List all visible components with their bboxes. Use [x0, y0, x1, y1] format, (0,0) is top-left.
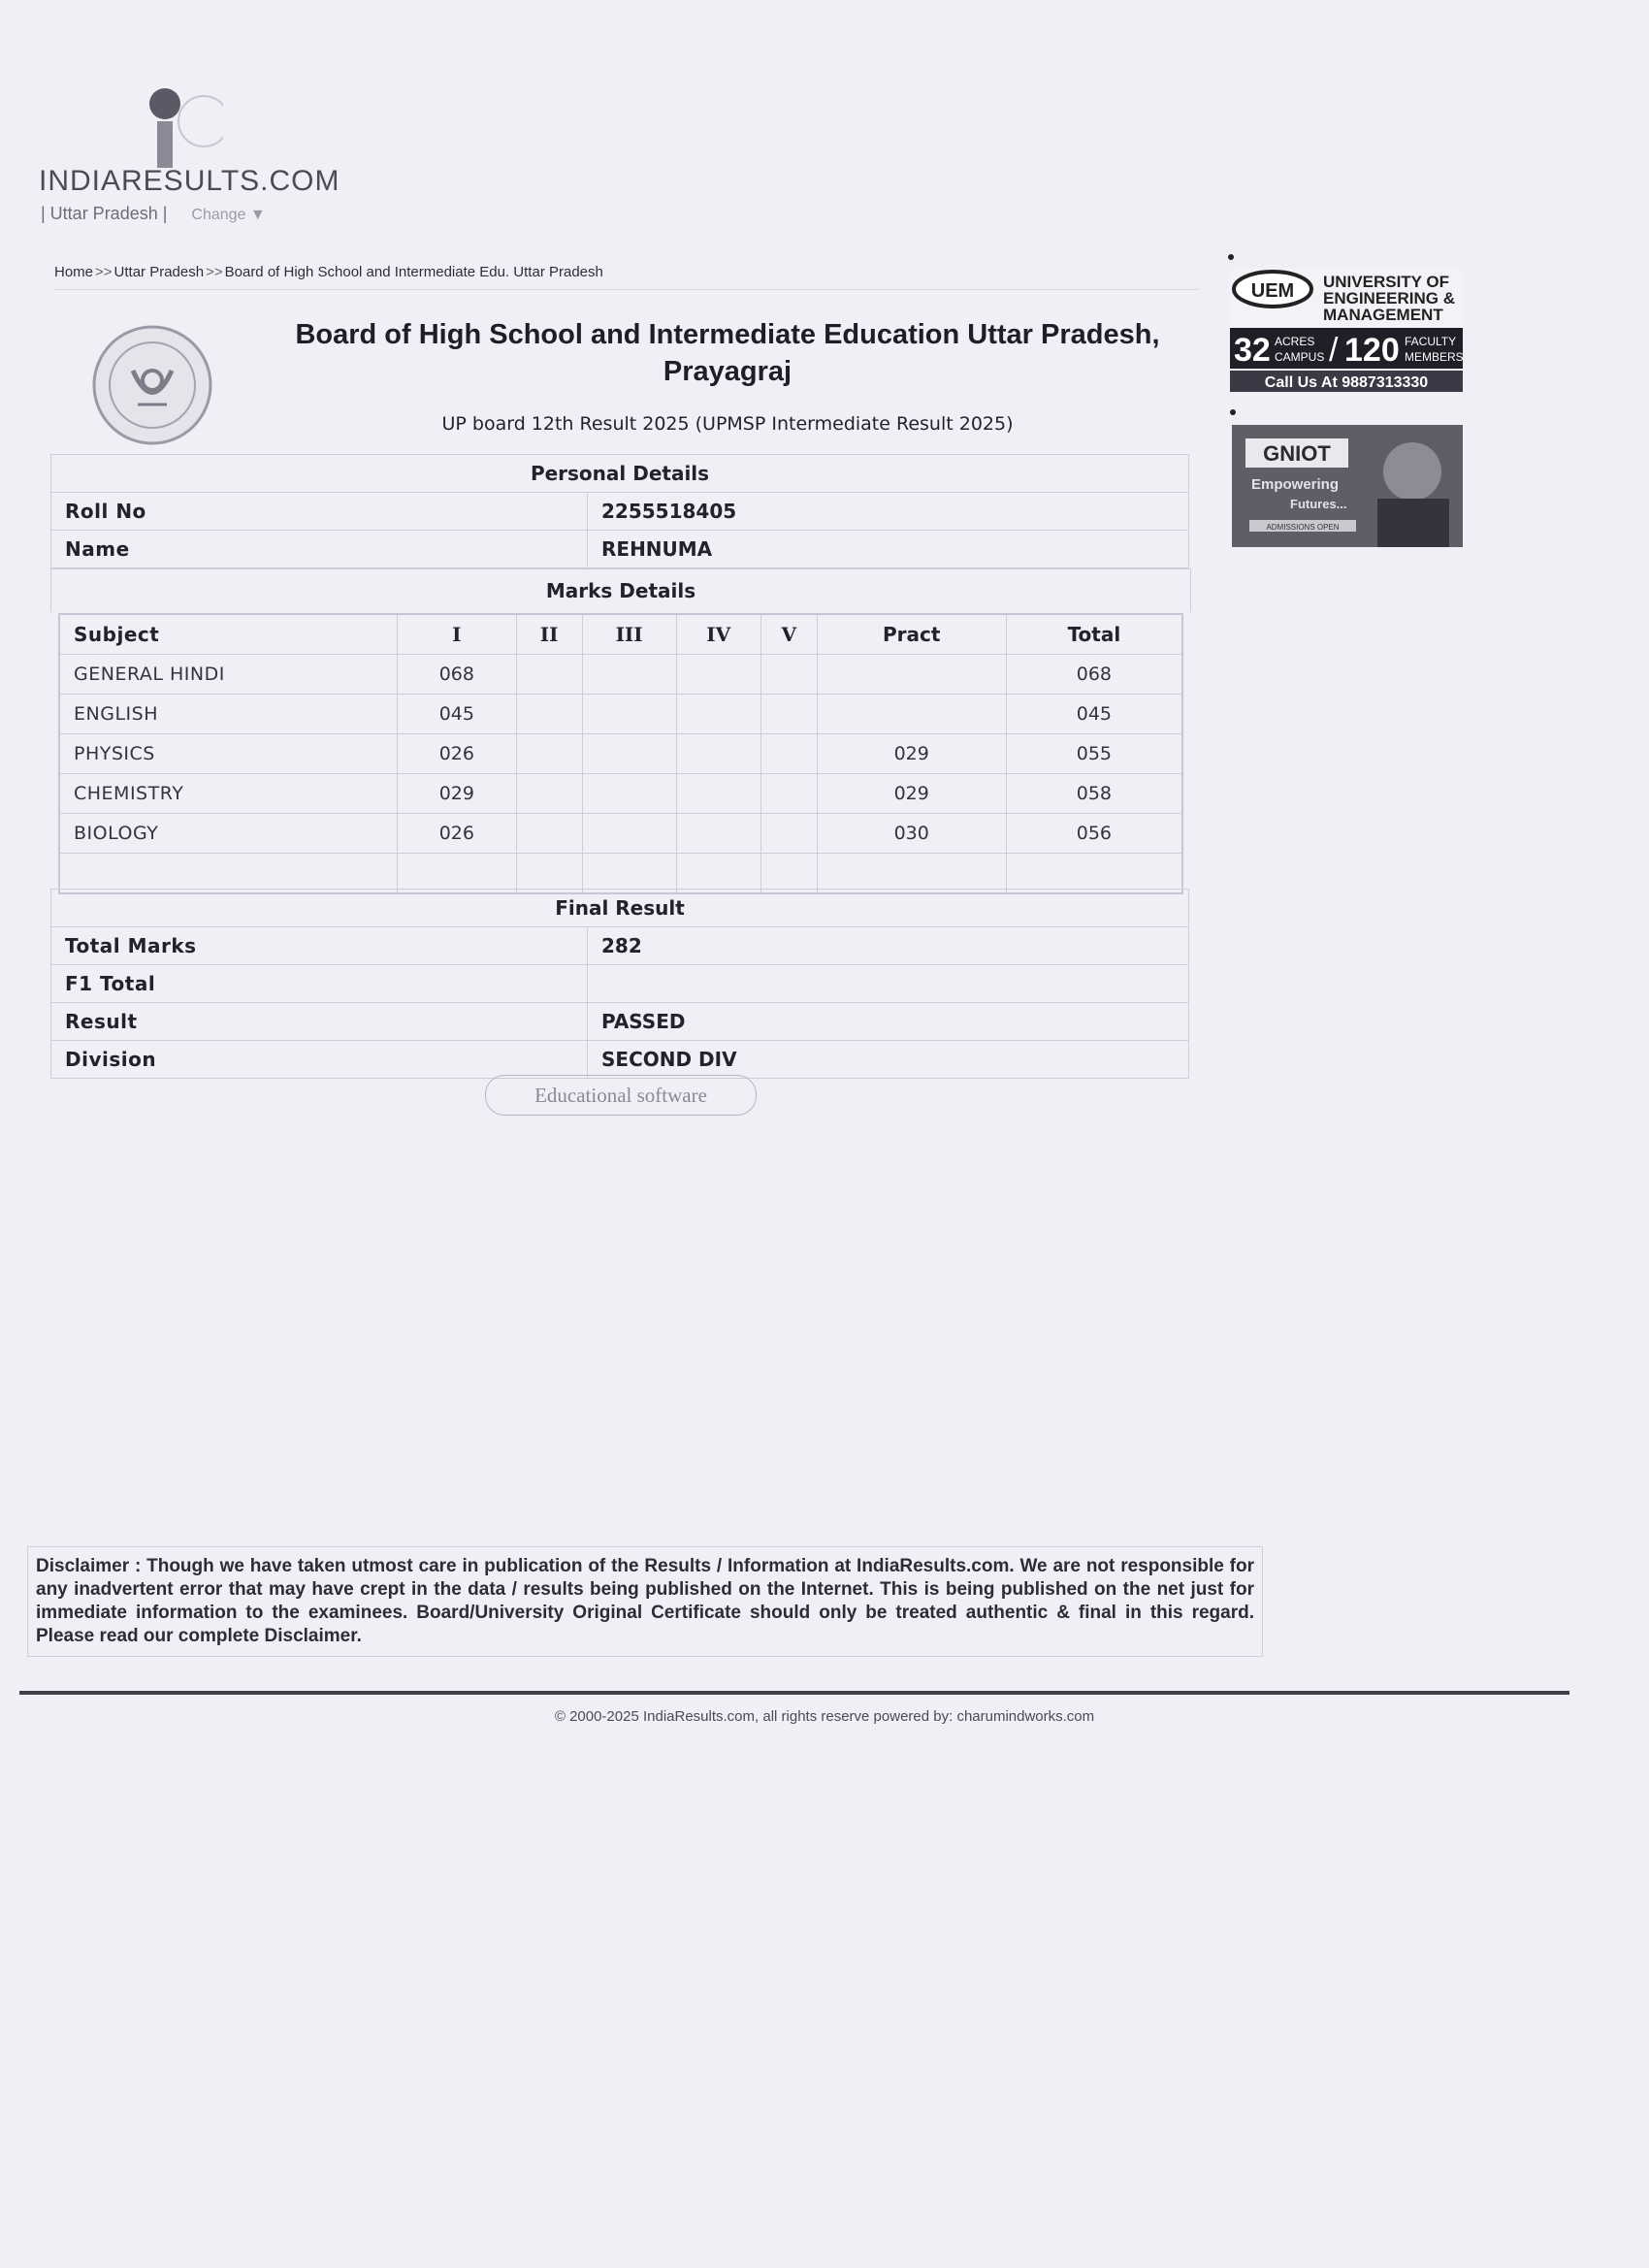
india-results-logo-icon — [136, 82, 223, 170]
mark-cell — [516, 695, 582, 734]
uem-line-3: MANAGEMENT — [1323, 306, 1443, 324]
division-row — [51, 1041, 1189, 1079]
column-header: Subject — [59, 614, 398, 655]
marks-row — [59, 814, 1182, 854]
mark-cell — [817, 854, 1006, 894]
subject-cell — [59, 854, 398, 894]
column-header: I — [398, 614, 517, 655]
uem-call-text: Call Us At 9887313330 — [1264, 374, 1429, 391]
subject-cell: ENGLISH — [59, 695, 398, 734]
division-value: SECOND DIV — [588, 1041, 1189, 1079]
total-marks-value: 282 — [588, 927, 1189, 965]
gniot-admissions-text: ADMISSIONS OPEN — [1266, 523, 1340, 532]
mark-cell: 045 — [1006, 695, 1182, 734]
mark-cell: 068 — [398, 655, 517, 695]
disclaimer-link[interactable]: Disclaimer. — [264, 1626, 362, 1646]
mark-cell: 030 — [817, 814, 1006, 854]
uem-advertisement[interactable] — [1230, 268, 1463, 392]
site-logo[interactable] — [39, 78, 340, 197]
marks-table — [58, 613, 1183, 894]
gniot-tagline-2: Futures... — [1290, 497, 1347, 511]
mark-cell — [676, 774, 760, 814]
mark-cell: 045 — [398, 695, 517, 734]
name-row — [51, 531, 1189, 568]
state-label: | Uttar Pradesh | — [41, 204, 168, 223]
result-value: PASSED — [588, 1003, 1189, 1041]
marks-empty-row — [59, 854, 1182, 894]
mark-cell: 068 — [1006, 655, 1182, 695]
personal-details-heading: Personal Details — [51, 455, 1189, 493]
f1-total-label: F1 Total — [51, 965, 588, 1003]
marks-row — [59, 695, 1182, 734]
mark-cell: 029 — [398, 774, 517, 814]
column-header: III — [582, 614, 676, 655]
result-label: Result — [51, 1003, 588, 1041]
final-result-table — [50, 889, 1189, 1079]
uem-campus-label: CAMPUS — [1275, 350, 1325, 364]
f1-total-row — [51, 965, 1189, 1003]
footer-divider — [19, 1691, 1569, 1695]
ad-bullet — [1228, 254, 1234, 260]
total-marks-row — [51, 927, 1189, 965]
breadcrumb-separator: >> — [206, 264, 223, 280]
copyright-text: © 2000-2025 IndiaResults.com, all rights reserve powered by: charumindworks.com — [554, 1708, 1095, 1725]
uem-faculty-label: FACULTY — [1405, 335, 1457, 348]
mark-cell — [676, 734, 760, 774]
name-value: REHNUMA — [588, 531, 1189, 568]
subject-cell: BIOLOGY — [59, 814, 398, 854]
mark-cell — [582, 774, 676, 814]
uem-banner — [1230, 268, 1463, 392]
roll-label: Roll No — [51, 493, 588, 531]
mark-cell: 026 — [398, 814, 517, 854]
mark-cell — [582, 854, 676, 894]
mark-cell: 058 — [1006, 774, 1182, 814]
title-line-2: Prayagraj — [663, 356, 792, 387]
title-line-1: Board of High School and Intermediate Education Uttar Pradesh, — [295, 319, 1160, 350]
marks-details-heading: Marks Details — [50, 568, 1191, 612]
subject-cell: GENERAL HINDI — [59, 655, 398, 695]
mark-cell — [516, 734, 582, 774]
educational-software-badge: Educational software — [485, 1075, 757, 1116]
name-label: Name — [51, 531, 588, 568]
personal-details-table — [50, 454, 1189, 568]
subject-cell: CHEMISTRY — [59, 774, 398, 814]
breadcrumb-state[interactable]: Uttar Pradesh — [113, 264, 205, 280]
disclaimer-text: Disclaimer : Though we have taken utmost care in publication of the Results / Information at IndiaResults.com. We are not responsible for any inadvertent error that may have crept in the data / results being published on the Internet. This is being published on the net just for immediate information to the examinees. Board/University Original Certificate should only be treated authentic & final in this regard. Please read our complete — [36, 1556, 1254, 1646]
mark-cell — [582, 814, 676, 854]
uem-acres-number: 32 — [1234, 332, 1271, 369]
final-result-heading: Final Result — [51, 890, 1189, 927]
marks-row — [59, 774, 1182, 814]
gniot-banner — [1232, 425, 1463, 547]
mark-cell: 029 — [817, 774, 1006, 814]
mark-cell — [760, 734, 817, 774]
gniot-advertisement[interactable] — [1232, 425, 1463, 547]
breadcrumb-board[interactable]: Board of High School and Intermediate Edu. Uttar Pradesh — [224, 264, 603, 280]
column-header: Pract — [817, 614, 1006, 655]
column-header: V — [760, 614, 817, 655]
marks-row — [59, 734, 1182, 774]
mark-cell: 029 — [817, 734, 1006, 774]
mark-cell — [516, 814, 582, 854]
ad-bullet — [1230, 409, 1236, 415]
mark-cell — [582, 695, 676, 734]
mark-cell — [516, 655, 582, 695]
marks-header-row — [59, 614, 1182, 655]
mark-cell — [676, 814, 760, 854]
mark-cell — [582, 655, 676, 695]
mark-cell — [582, 734, 676, 774]
change-state-link[interactable]: Change ▼ — [191, 207, 266, 223]
column-header: IV — [676, 614, 760, 655]
mark-cell: 056 — [1006, 814, 1182, 854]
state-selector — [41, 204, 266, 224]
result-row — [51, 1003, 1189, 1041]
uem-slash: / — [1329, 332, 1339, 369]
site-name: INDIARESULTS.COM — [39, 165, 340, 197]
up-government-seal-icon — [89, 322, 215, 448]
page-subtitle: UP board 12th Result 2025 (UPMSP Intermediate Result 2025) — [441, 413, 1014, 435]
f1-total-value — [588, 965, 1189, 1003]
column-header: II — [516, 614, 582, 655]
roll-value: 2255518405 — [588, 493, 1189, 531]
breadcrumb-home[interactable]: Home — [54, 264, 94, 280]
disclaimer-box — [27, 1546, 1263, 1657]
mark-cell: 055 — [1006, 734, 1182, 774]
mark-cell — [760, 655, 817, 695]
mark-cell — [676, 695, 760, 734]
marks-row — [59, 655, 1182, 695]
uem-logo-text: UEM — [1250, 280, 1295, 302]
total-marks-label: Total Marks — [51, 927, 588, 965]
uem-line-2: ENGINEERING & — [1323, 289, 1456, 308]
mark-cell: 026 — [398, 734, 517, 774]
uem-members-label: MEMBERS — [1405, 350, 1463, 364]
mark-cell — [1006, 854, 1182, 894]
breadcrumb — [54, 264, 603, 280]
division-label: Division — [51, 1041, 588, 1079]
mark-cell — [676, 655, 760, 695]
subject-cell: PHYSICS — [59, 734, 398, 774]
mark-cell — [516, 854, 582, 894]
breadcrumb-separator: >> — [95, 264, 113, 280]
mark-cell — [817, 695, 1006, 734]
uem-acres-label: ACRES — [1275, 335, 1315, 348]
mark-cell — [817, 655, 1006, 695]
gniot-logo-text: GNIOT — [1263, 441, 1331, 466]
column-header: Total — [1006, 614, 1182, 655]
page-title — [242, 316, 1212, 390]
mark-cell — [760, 774, 817, 814]
gniot-tagline-1: Empowering — [1251, 476, 1340, 493]
mark-cell — [676, 854, 760, 894]
mark-cell — [516, 774, 582, 814]
mark-cell — [760, 814, 817, 854]
breadcrumb-divider — [54, 289, 1199, 290]
roll-row — [51, 493, 1189, 531]
mark-cell — [398, 854, 517, 894]
mark-cell — [760, 854, 817, 894]
uem-line-1: UNIVERSITY OF — [1323, 273, 1450, 291]
mark-cell — [760, 695, 817, 734]
uem-faculty-number: 120 — [1344, 332, 1400, 369]
